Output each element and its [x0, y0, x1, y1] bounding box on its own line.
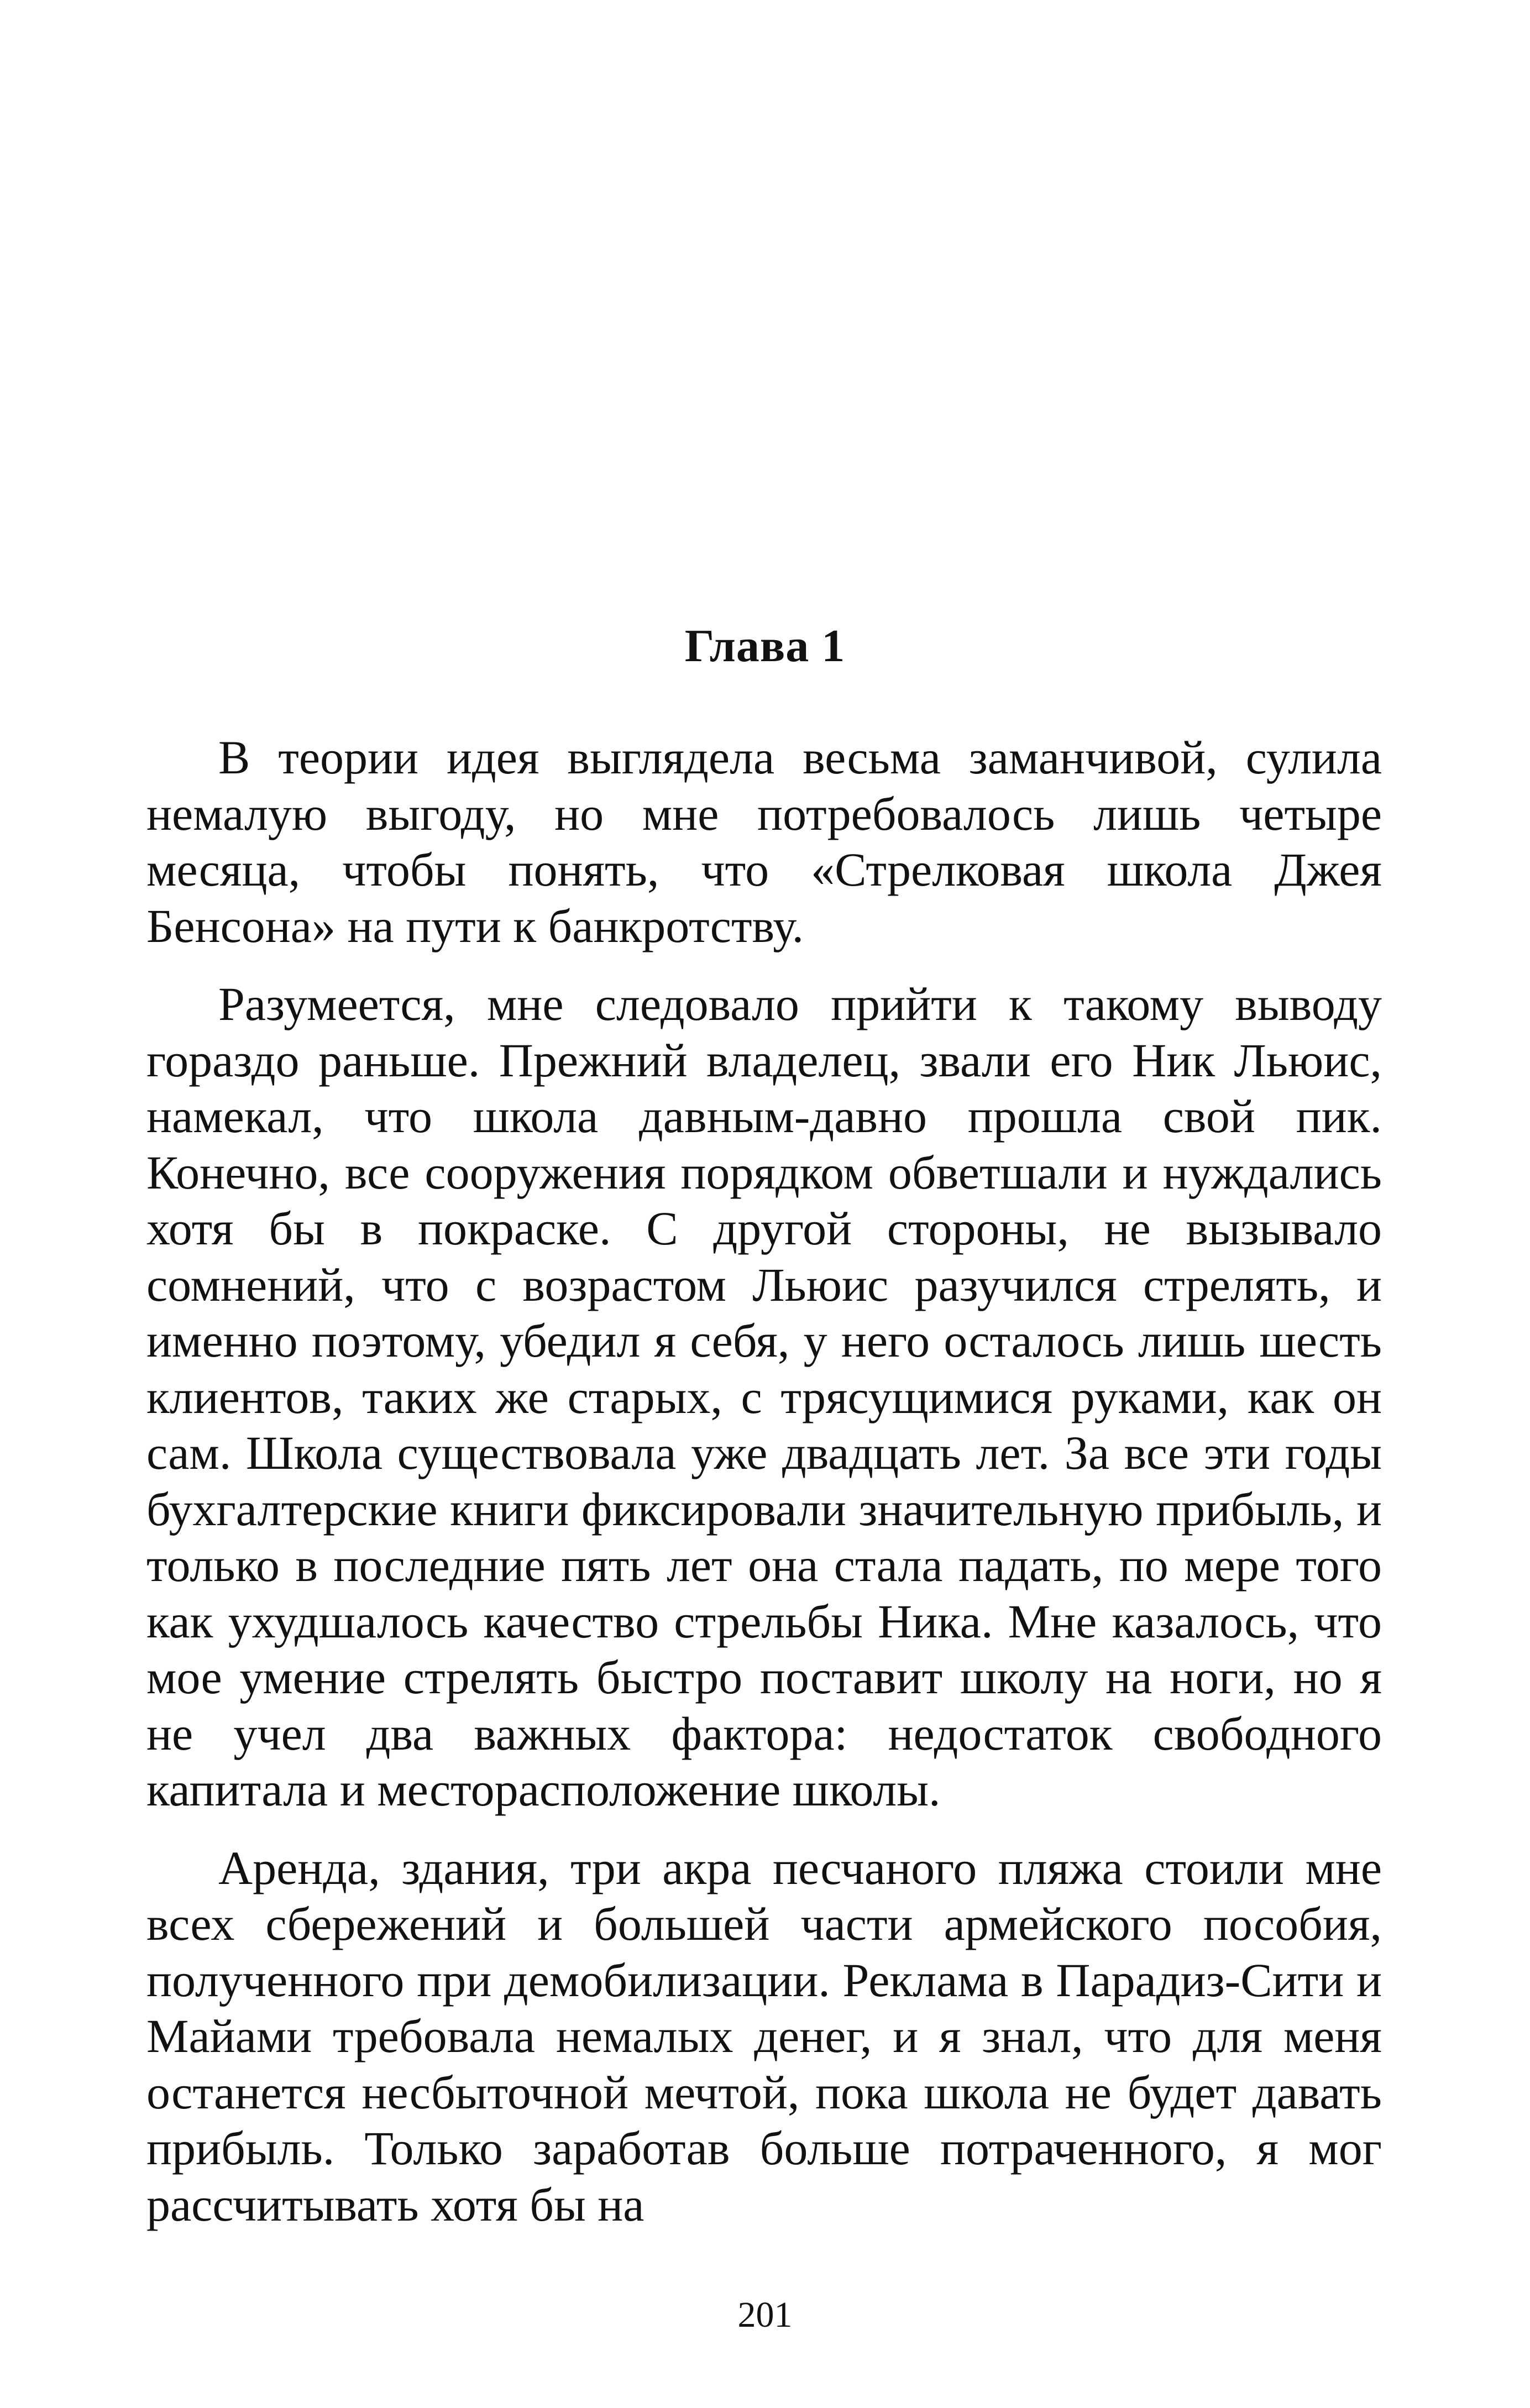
paragraph: В теории идея выглядела весьма заманчивой, сулила немалую выгоду, но мне потребовалось лишь четыре месяца, чтобы понять, что «Стрелковая школа Джея Бенсона» на пути к банкротству.: [146, 731, 1382, 952]
page-number: 201: [737, 2295, 793, 2335]
chapter-title: Глава 1: [684, 620, 846, 672]
paragraph: Аренда, здания, три акра песчаного пляжа стоили мне всех сбережений и большей части армейского пособия, полученного при демобилизации. Реклама в Парадиз-Сити и Майами требовала немалых денег, и я знал, что для меня останется несбыточной мечтой, пока школа не будет давать прибыль. Только заработав больше потраченного, я мог рассчитывать хотя бы на: [146, 1841, 1382, 2231]
body-text: [146, 730, 1382, 2255]
paragraph: Разумеется, мне следовало прийти к такому выводу гораздо раньше. Прежний владелец, звали его Ник Льюис, намекал, что школа давным-давно прошла свой пик. Конечно, все сооружения порядком обветшали и нуждались хотя бы в покраске. С другой стороны, не вызывало сомнений, что с возрастом Льюис разучился стрелять, и именно поэтому, убедил я себя, у него осталось лишь шесть клиентов, таких же старых, с трясущимися руками, как он сам. Школа существовала уже двадцать лет. За все эти годы бухгалтерские книги фиксировали значительную прибыль, и только в последние пять лет она стала падать, по мере того как ухудшалось качество стрельбы Ника. Мне казалось, что мое умение стрелять быстро поставит школу на ноги, но я не учел два важных фактора: недостаток свободного капитала и месторасположение школы.: [146, 977, 1382, 1816]
